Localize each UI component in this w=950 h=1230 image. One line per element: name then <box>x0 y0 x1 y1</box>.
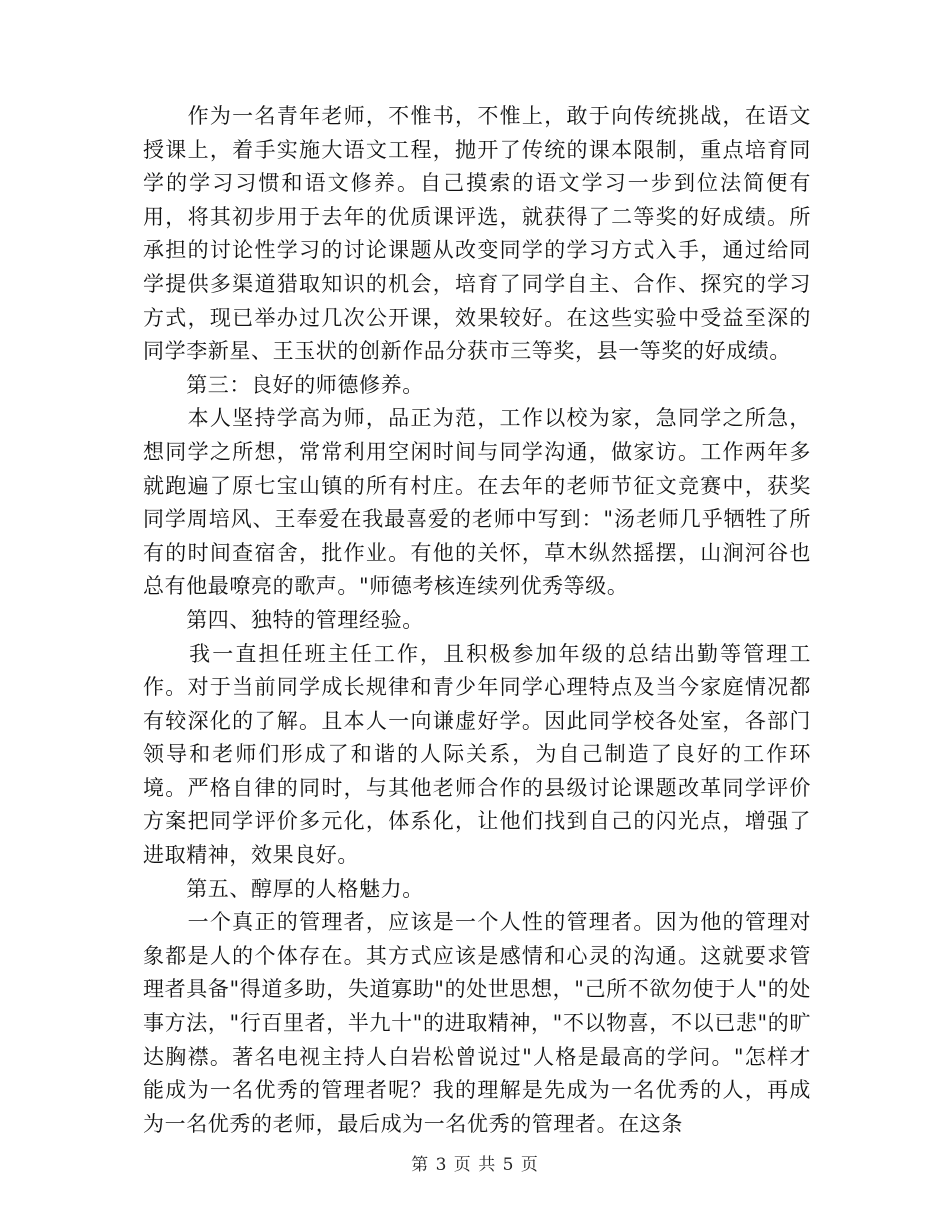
heading-personal-charm: 第五、醇厚的人格魅力。 <box>143 876 424 901</box>
paragraph-personal-charm: 一个真正的管理者，应该是一个人性的管理者。因为他的管理对象都是人的个体存在。其方式应该是感情和心灵的沟通。这就要求管理者具备"得道多助，失道寡助"的处世思想，"己所不欲勿使于人"的处事方法，"行百里者，半九十"的进取精神，"不以物喜，不以已悲"的旷达胸襟。著名电视主持人白岩松曾说过"人格是最高的学问。"怎样才能成为一名优秀的管理者呢？我的理解是先成为一名优秀的人，再成为一名优秀的老师，最后成为一名优秀的管理者。在这条 <box>143 910 811 1136</box>
page-number-footer: 第 3 页 共 5 页 <box>411 1155 539 1175</box>
paragraph-teacher-ethics: 本人坚持学高为师，品正为范，工作以校为家，急同学之所急，想同学之所想，常常利用空闲时间与同学沟通，做家访。工作两年多就跑遍了原七宝山镇的所有村庄。在去年的老师节征文竞赛中，获奖同学周培风、王奉爱在我最喜爱的老师中写到："汤老师几乎牺牲了所有的时间查宿舍，批作业。有他的关怀，草木纵然摇摆，山涧河谷也总有他最嘹亮的歌声。"师德考核连续列优秀等级。 <box>143 406 811 599</box>
document-body <box>143 100 811 1141</box>
heading-teacher-ethics: 第三：良好的师德修养。 <box>143 372 424 397</box>
heading-management-experience: 第四、独特的管理经验。 <box>143 607 424 632</box>
paragraph-management-experience: 我一直担任班主任工作，且积极参加年级的总结出勤等管理工作。对于当前同学成长规律和青少年同学心理特点及当今家庭情况都有较深化的了解。且本人一向谦虚好学。因此同学校各处室，各部门领导和老师们形成了和谐的人际关系，为自己制造了良好的工作环境。严格自律的同时，与其他老师合作的县级讨论课题改革同学评价方案把同学评价多元化，体系化，让他们找到自己的闪光点，增强了进取精神，效果良好。 <box>143 641 811 868</box>
paragraph-teaching-reform: 作为一名青年老师，不惟书，不惟上，敢于向传统挑战，在语文授课上，着手实施大语文工程，抛开了传统的课本限制，重点培育同学的学习习惯和语文修养。自己摸索的语文学习一步到位法简便有用，将其初步用于去年的优质课评选，就获得了二等奖的好成绩。所承担的讨论性学习的讨论课题从改变同学的学习方式入手，通过给同学提供多渠道猎取知识的机会，培育了同学自主、合作、探究的学习方式，现已举办过几次公开课，效果较好。在这些实验中受益至深的同学李新星、王玉状的创新作品分获市三等奖，县一等奖的好成绩。 <box>143 104 811 364</box>
